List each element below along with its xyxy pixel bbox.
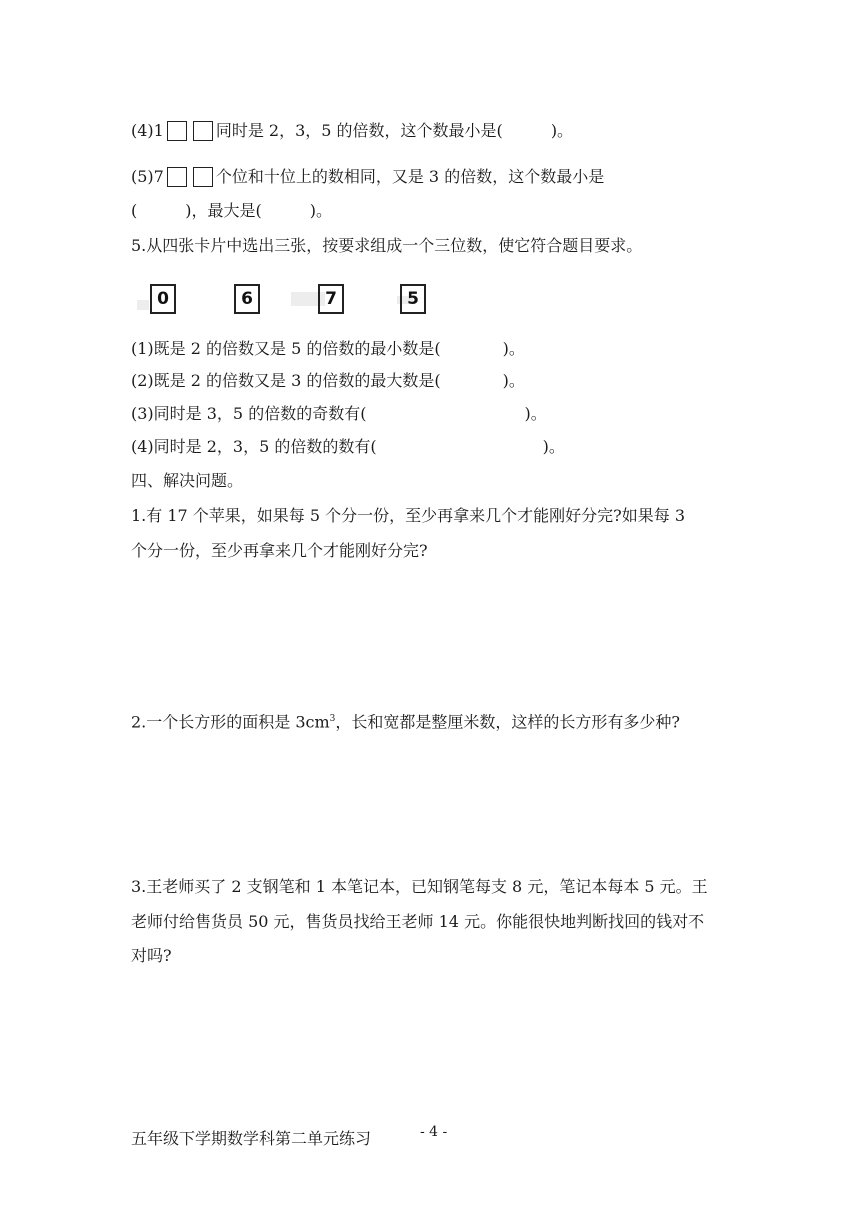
card-7: 7	[318, 284, 344, 314]
card-5: 5	[400, 284, 426, 314]
sub-question-3	[131, 403, 547, 425]
question-5	[131, 166, 604, 188]
sub-question-2	[131, 370, 525, 392]
sub-2-label: (2)既是 2 的倍数又是 3 的倍数的最大数是(	[131, 371, 441, 390]
problem-3-line-3: 对吗?	[131, 946, 172, 965]
problem-3-line-1: 3.王老师买了 2 支钢笔和 1 本笔记本，已知钢笔每支 8 元，笔记本每本 5 元。王	[131, 877, 708, 896]
problem-2-text-rest: ，长和宽都是整厘米数，这样的长方形有多少种?	[335, 712, 680, 732]
q4-prefix: (4)1	[131, 121, 164, 140]
problem-1-line-1: 1.有 17 个苹果，如果每 5 个分一份，至少再拿来几个才能刚好分完?如果每 3	[131, 506, 685, 525]
problem-2	[131, 708, 680, 733]
sub-question-4	[131, 436, 565, 458]
sub-4-label: (4)同时是 2，3，5 的倍数的数有(	[131, 437, 377, 456]
q4-suffix: )。	[550, 121, 574, 140]
section-5-title: 5.从四张卡片中选出三张，按要求组成一个三位数，使它符合题目要求。	[131, 236, 643, 255]
digit-box[interactable]	[167, 121, 187, 141]
sub-3-end: )。	[524, 404, 547, 423]
sub-4-end: )。	[542, 437, 565, 456]
problem-1-line-2: 个分一份，至少再拿来几个才能刚好分完?	[131, 541, 428, 560]
question-5-line2	[131, 200, 332, 222]
digit-box[interactable]	[193, 121, 213, 141]
q5-prefix: (5)7	[131, 167, 164, 186]
footer-title: 五年级下学期数学科第二单元练习	[131, 1129, 372, 1148]
digit-box[interactable]	[167, 167, 187, 187]
q5-end: )。	[309, 201, 332, 220]
number-cards	[131, 278, 441, 322]
digit-box[interactable]	[193, 167, 213, 187]
problem-3-line-2: 老师付给售货员 50 元，售货员找给王老师 14 元。你能很快地判断找回的钱对不	[131, 912, 705, 931]
card-0: 0	[150, 284, 176, 314]
sub-3-label: (3)同时是 3，5 的倍数的奇数有(	[131, 404, 367, 423]
card-6: 6	[234, 284, 260, 314]
section-4-title: 四、解决问题。	[131, 471, 244, 490]
sub-question-1	[131, 338, 525, 360]
sub-2-end: )。	[502, 371, 525, 390]
page-number: - 4 -	[420, 1124, 448, 1140]
q5-open: (	[131, 201, 138, 220]
sub-1-label: (1)既是 2 的倍数又是 5 的倍数的最小数是(	[131, 339, 441, 358]
q4-text: 同时是 2，3，5 的倍数，这个数最小是(	[215, 121, 503, 140]
q5-text: 个位和十位上的数相同，又是 3 的倍数，这个数最小是	[215, 167, 605, 186]
q5-mid: )，最大是(	[185, 201, 262, 220]
unit-exponent: 3	[329, 714, 336, 724]
problem-2-text: 2.一个长方形的面积是 3cm	[131, 712, 330, 732]
question-4	[131, 120, 573, 142]
sub-1-end: )。	[502, 339, 525, 358]
